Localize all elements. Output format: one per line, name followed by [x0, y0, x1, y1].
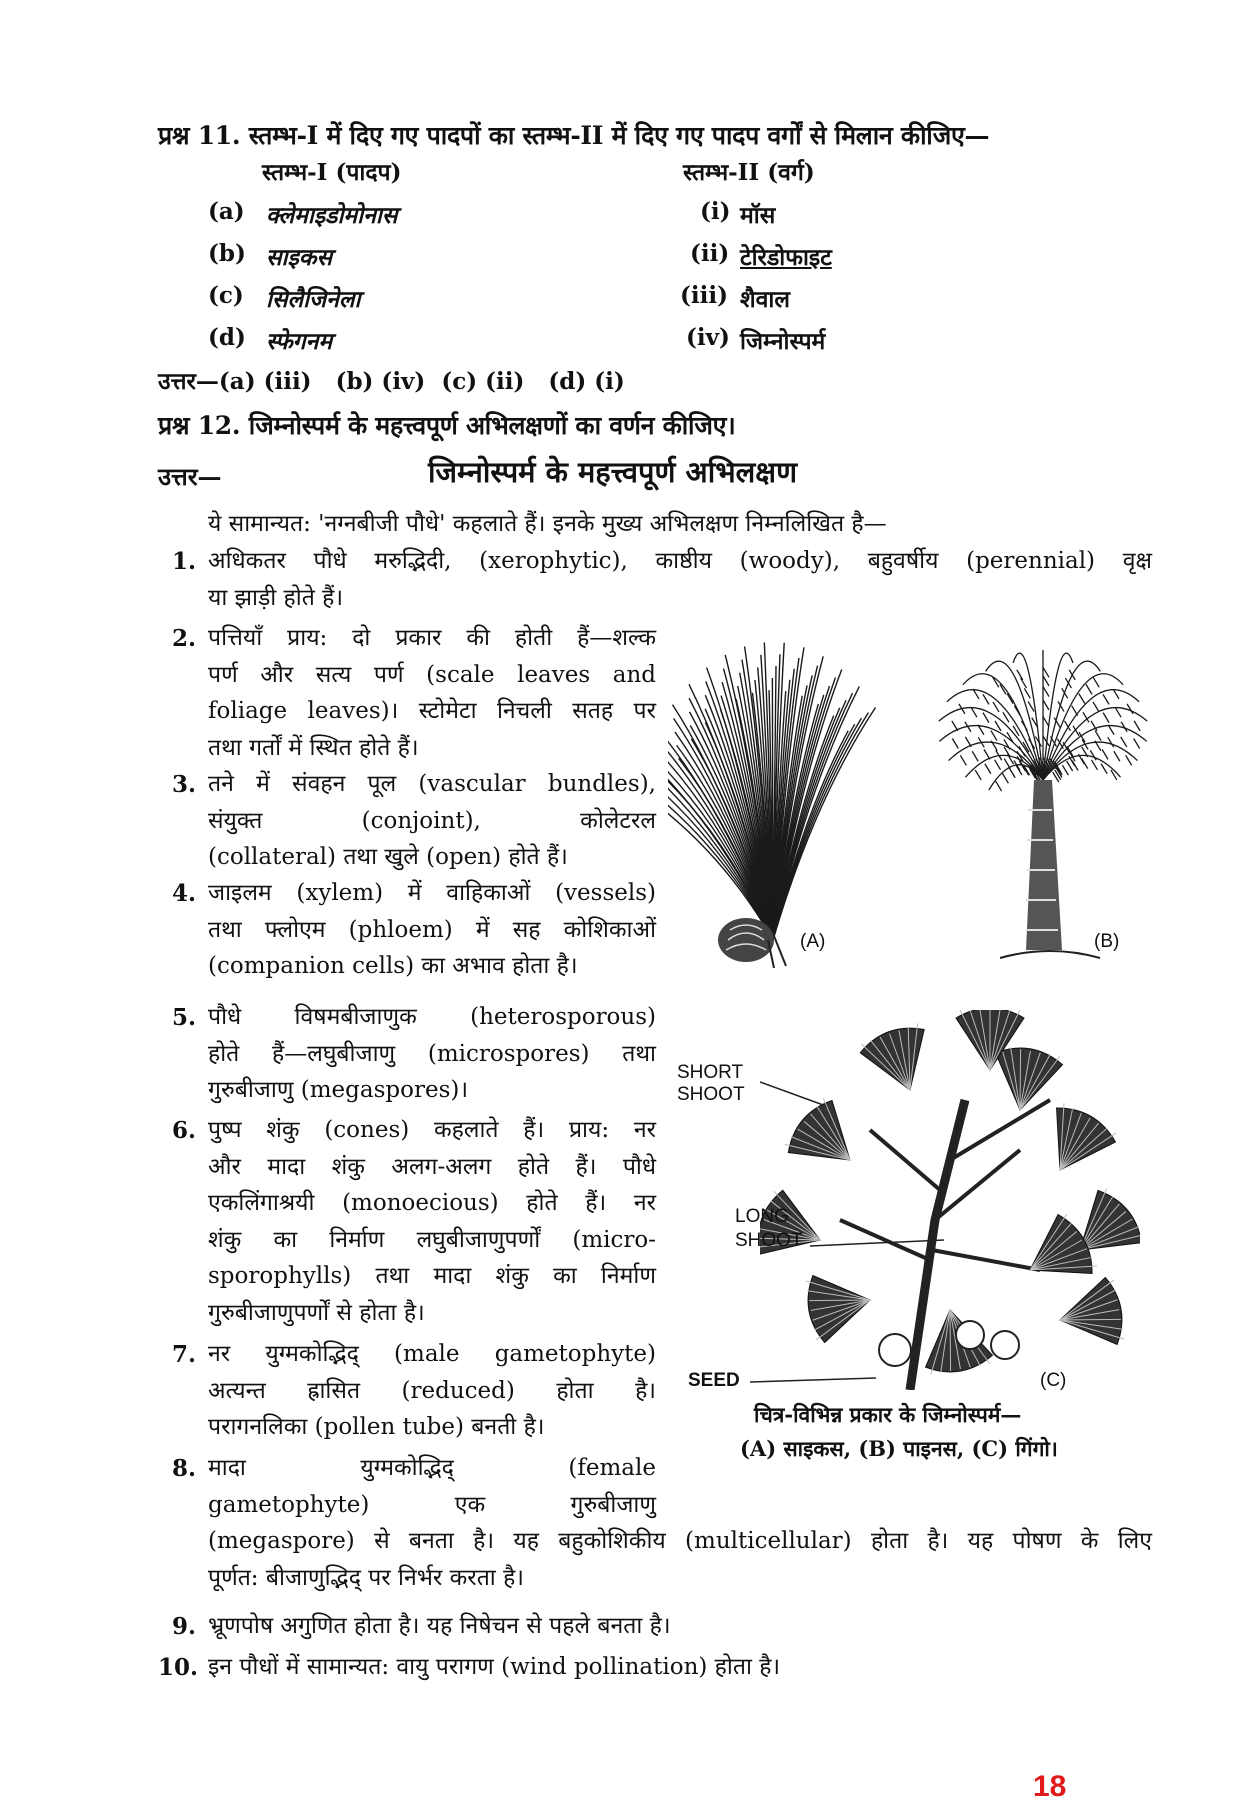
point-8-line-4: पूर्णत: बीजाणुद्भिद् पर निर्भर करता है।	[208, 1564, 525, 1591]
row-a-group: मॉस	[740, 202, 776, 229]
point-9-line-1: भ्रूणपोष अगुणित होता है। यह निषेचन से पहले बनता है।	[208, 1613, 671, 1639]
short-shoot-label	[677, 1062, 745, 1106]
row-b-roman: (ii)	[690, 240, 730, 267]
point-5-line-2: होते हैं—लघुबीजाणु (microspores) तथा	[208, 1040, 656, 1067]
row-c-group: शैवाल	[740, 286, 790, 313]
point-8	[208, 1450, 656, 1523]
point-8-number: 8.	[172, 1455, 197, 1482]
row-c-roman: (iii)	[680, 282, 728, 309]
point-1-line-1: अधिकतर पौधे मरुद्भिदी, (xerophytic), काष्ठीय (woody), बहुवर्षीय (perennial) वृक्ष	[208, 548, 1152, 574]
point-7	[208, 1336, 656, 1446]
point-4-line-1: जाइलम (xylem) में वाहिकाओं (vessels)	[208, 880, 656, 906]
page-number: 18	[1033, 1770, 1067, 1803]
point-8-line-1: मादा युग्मकोद्भिद् (female	[208, 1455, 656, 1481]
short-shoot-pointer	[760, 1080, 830, 1110]
figure-caption-2: (A) साइकस, (B) पाइनस, (C) गिंगो।	[740, 1436, 1058, 1461]
row-b-key: (b)	[208, 240, 246, 267]
seed-pointer	[750, 1374, 880, 1390]
point-2-number: 2.	[172, 625, 197, 652]
point-6-line-5: sporophylls) तथा मादा शंकु का निर्माण	[208, 1263, 656, 1289]
point-2	[208, 620, 656, 766]
point-6	[208, 1112, 656, 1331]
q11-answer-text: (a) (iii) (b) (iv) (c) (ii) (d) (i)	[218, 368, 625, 395]
point-1	[208, 543, 1152, 616]
point-10	[208, 1649, 1152, 1686]
point-7-line-2: अत्यन्त ह्रासित (reduced) होता है।	[208, 1377, 656, 1404]
point-5-line-3: गुरुबीजाणु (megaspores)।	[208, 1077, 469, 1103]
point-5-line-1: पौधे विषमबीजाणुक (heterosporous)	[208, 1004, 656, 1030]
q12-answer-label: उत्तर—	[158, 462, 222, 491]
ginkgo-seed-2	[956, 1321, 984, 1349]
point-2-line-4: तथा गर्तों में स्थित होते हैं।	[208, 734, 419, 761]
row-a-roman: (i)	[700, 198, 731, 225]
ginkgo-seed-3	[991, 1331, 1019, 1359]
point-9-number: 9.	[172, 1613, 197, 1640]
q11-label: प्रश्न 11.	[158, 121, 241, 150]
point-8-line-2: gametophyte) एक गुरुबीजाणु	[208, 1491, 656, 1518]
figure-label-b: (B)	[1094, 931, 1120, 952]
point-3-line-3: (collateral) तथा खुले (open) होते हैं।	[208, 844, 568, 870]
q12-text: जिम्नोस्पर्म के महत्त्वपूर्ण अभिलक्षणों का वर्णन कीजिए।	[248, 411, 736, 440]
point-7-number: 7.	[172, 1341, 197, 1368]
point-5	[208, 999, 656, 1109]
point-6-line-6: गुरुबीजाणुपर्णों से होता है।	[208, 1299, 425, 1326]
long-shoot-pointer	[810, 1236, 950, 1260]
figure-label-a: (A)	[800, 931, 826, 952]
q12-title	[158, 408, 735, 442]
q11-title	[158, 118, 989, 152]
long-shoot-label	[735, 1205, 803, 1253]
q11-text: स्तम्भ-I में दिए गए पादपों का स्तम्भ-II में दिए गए पादप वर्गों से मिलान कीजिए—	[248, 121, 990, 150]
point-10-number: 10.	[158, 1654, 199, 1681]
point-1-number: 1.	[172, 548, 197, 575]
row-a-key: (a)	[208, 198, 245, 225]
row-d-plant: स्फेगनम	[266, 328, 333, 355]
q12-intro: ये सामान्यत: 'नग्नबीजी पौधे' कहलाते हैं। इनके मुख्य अभिलक्षण निम्नलिखित है—	[208, 511, 887, 537]
cycas-illustration	[930, 640, 1160, 970]
cycas-trunk	[1026, 780, 1062, 950]
point-6-line-2: और मादा शंकु अलग-अलग होते हैं। पौधे	[208, 1153, 656, 1180]
point-2-line-3: foliage leaves)। स्टोमेटा निचली सतह पर	[208, 698, 656, 724]
short-shoot-line-2: SHOOT	[677, 1084, 745, 1105]
figure-caption-1: चित्र-विभिन्न प्रकार के जिम्नोस्पर्म—	[754, 1402, 1022, 1427]
row-b-plant: साइकस	[266, 244, 333, 271]
long-shoot-line-1: LONG	[735, 1206, 789, 1227]
col2-header: स्तम्भ-II (वर्ग)	[683, 159, 815, 186]
row-a-plant: क्लेमाइडोमोनास	[266, 202, 398, 229]
row-d-roman: (iv)	[686, 324, 730, 351]
point-3-line-1: तने में संवहन पूल (vascular bundles),	[208, 771, 656, 797]
point-4-line-2: तथा फ्लोएम (phloem) में सह कोशिकाओं	[208, 916, 656, 943]
long-shoot-line-2: SHOOT	[735, 1230, 803, 1251]
row-c-key: (c)	[208, 282, 244, 309]
ginkgo-seed	[879, 1334, 911, 1366]
point-2-line-1: पत्तियाँ प्राय: दो प्रकार की होती हैं—शल्क	[208, 625, 656, 651]
figure-label-c: (C)	[1040, 1370, 1067, 1391]
ginkgo-illustration	[760, 1010, 1140, 1390]
point-3	[208, 766, 656, 876]
q11-answer-label: उत्तर—	[158, 368, 219, 395]
row-b-group: टेरिडोफाइट	[740, 244, 832, 271]
point-8-line-3: (megaspore) से बनता है। यह बहुकोशिकीय (multicellular) होता है। यह पोषण के लिए	[208, 1528, 1152, 1554]
q12-heading: जिम्नोस्पर्म के महत्त्वपूर्ण अभिलक्षण	[428, 455, 798, 489]
point-3-line-2: संयुक्त (conjoint), कोलेटरल	[208, 807, 656, 834]
point-2-line-2: पर्ण और सत्य पर्ण (scale leaves and	[208, 661, 656, 688]
point-6-line-1: पुष्प शंकु (cones) कहलाते हैं। प्राय: नर	[208, 1117, 656, 1143]
point-6-line-3: एकलिंगाश्रयी (monoecious) होते हैं। नर	[208, 1190, 656, 1216]
row-d-key: (d)	[208, 324, 246, 351]
point-3-number: 3.	[172, 771, 197, 798]
point-4-line-3: (companion cells) का अभाव होता है।	[208, 953, 578, 979]
point-10-line-1: इन पौधों में सामान्यत: वायु परागण (wind pollination) होता है।	[208, 1654, 781, 1680]
q12-label: प्रश्न 12.	[158, 411, 241, 440]
point-4	[208, 875, 656, 985]
point-8-continued	[208, 1523, 1152, 1596]
seed-label: SEED	[688, 1370, 740, 1391]
pinus-illustration	[668, 640, 898, 980]
point-9	[208, 1608, 1152, 1645]
point-1-line-2: या झाड़ी होते हैं।	[208, 584, 344, 611]
col1-header: स्तम्भ-I (पादप)	[262, 159, 402, 186]
point-4-number: 4.	[172, 880, 197, 907]
row-c-plant: सिलैजिनेला	[266, 286, 361, 313]
point-6-line-4: शंकु का निर्माण लघुबीजाणुपर्णों (micro-	[208, 1226, 656, 1253]
point-7-line-1: नर युग्मकोद्भिद् (male gametophyte)	[208, 1341, 656, 1367]
point-6-number: 6.	[172, 1117, 197, 1144]
point-7-line-3: परागनलिका (pollen tube) बनती है।	[208, 1414, 545, 1440]
short-shoot-line-1: SHORT	[677, 1062, 744, 1083]
point-5-number: 5.	[172, 1004, 197, 1031]
row-d-group: जिम्नोस्पर्म	[740, 328, 826, 355]
q11-answer	[158, 364, 625, 396]
